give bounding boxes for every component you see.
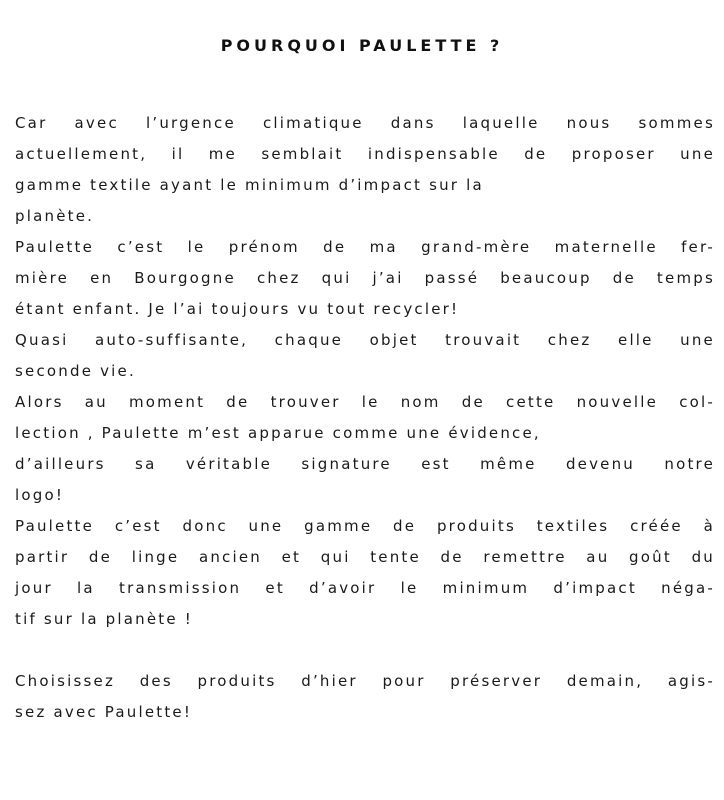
text-line: seconde vie. [15,362,136,380]
paragraph-gap [15,637,715,668]
text-line: étant enfant. Je l’ai toujours vu tout recycler! [15,300,460,318]
text-line: Paulette c’est le prénom de ma grand-mère maternelle fer- [15,238,715,256]
text-line: Car avec l’urgence climatique dans laquelle nous sommes [15,114,715,132]
text-line: d’ailleurs sa véritable signature est même devenu notre [15,455,715,473]
text-line: Paulette c’est donc une gamme de produits textiles créée à [15,517,715,535]
text-line: Quasi auto-suffisante, chaque objet trouvait chez elle une [15,331,715,349]
text-line: mière en Bourgogne chez qui j’ai passé beaucoup de temps [15,269,715,287]
text-line: partir de linge ancien et qui tente de remettre au goût du [15,548,715,566]
text-line: Alors au moment de trouver le nom de cette nouvelle col- [15,393,715,411]
text-line: Choisissez des produits d’hier pour préserver demain, agis- [15,672,715,690]
page-title: POURQUOI PAULETTE ? [220,36,504,55]
text-line: gamme textile ayant le minimum d’impact sur la [15,176,484,194]
text-line: tif sur la planète ! [15,610,193,628]
text-line: jour la transmission et d’avoir le minimum d’impact néga- [15,579,715,597]
text-line: sez avec Paulette! [15,703,193,721]
text-line: logo! [15,486,65,504]
text-line: planète. [15,207,95,225]
text-line: actuellement, il me semblait indispensable de proposer une [15,145,715,163]
article-body [15,110,715,730]
text-line: lection , Paulette m’est apparue comme une évidence, [15,424,541,442]
